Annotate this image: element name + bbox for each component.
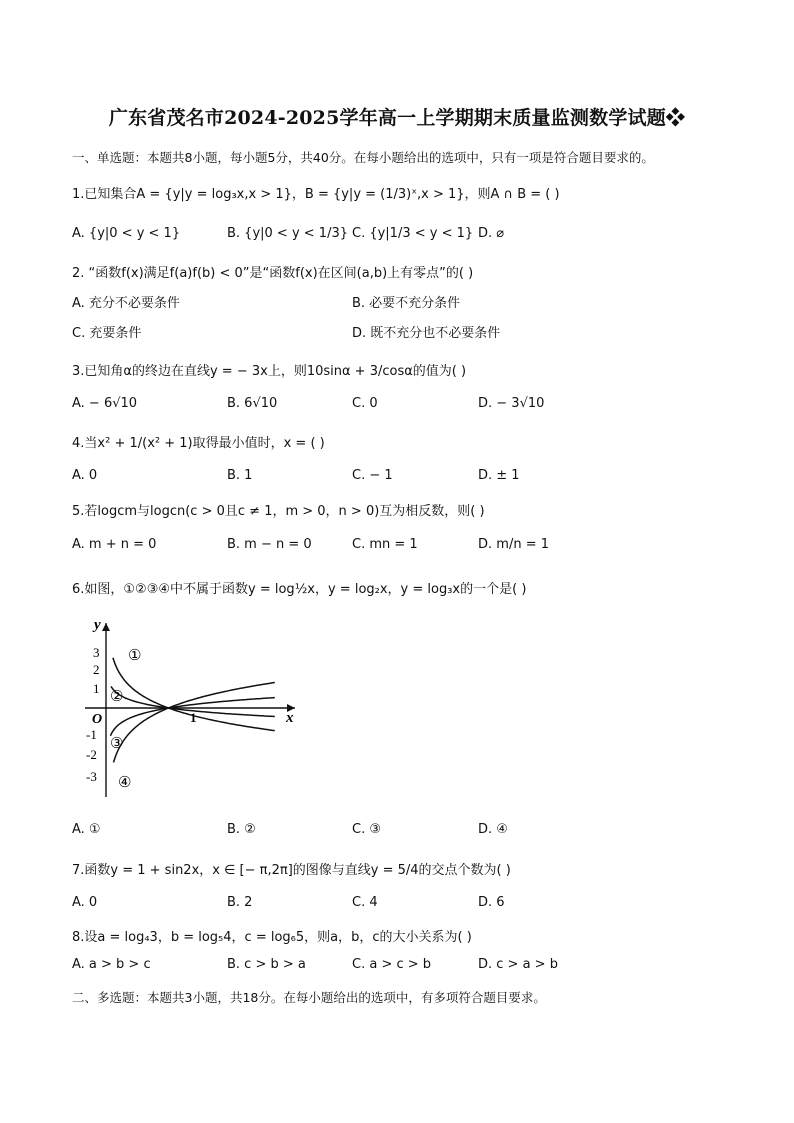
question-2-stem: 2. “函数f(x)满足f(a)f(b) < 0”是“函数f(x)在区间(a,b)上有零点”的( ): [72, 266, 474, 281]
y-axis-arrow: [102, 623, 110, 631]
y-tick-neg2: -2: [86, 747, 97, 762]
curve-label-4: ④: [118, 773, 132, 791]
q4-option-d: D. ± 1: [478, 468, 520, 483]
question-8-stem: 8.设a = log₄3，b = log₅4，c = log₆5，则a，b，c的大小关系为( ): [72, 930, 472, 945]
q4-option-c: C. − 1: [352, 468, 393, 483]
q5-option-b: B. m − n = 0: [227, 537, 312, 552]
q2-option-d: D. 既不充分也不必要条件: [352, 326, 501, 341]
q1-option-a: A. {y|0 < y < 1}: [72, 226, 181, 241]
curve-label-3: ③: [110, 734, 124, 752]
q8-option-b: B. c > b > a: [227, 957, 306, 972]
y-tick-3: 3: [93, 645, 100, 660]
q3-option-c: C. 0: [352, 396, 378, 411]
q4-option-a: A. 0: [72, 468, 98, 483]
q5-option-c: C. mn = 1: [352, 537, 418, 552]
q8-option-c: C. a > c > b: [352, 957, 432, 972]
question-1-stem: 1.已知集合A = {y|y = log₃x,x > 1}，B = {y|y = (1/3)ˣ,x > 1}，则A ∩ B = ( ): [72, 187, 560, 202]
question-7-stem: 7.函数y = 1 + sin2x，x ∈ [− π,2π]的图像与直线y = 5/4的交点个数为( ): [72, 863, 511, 878]
x-axis-label: x: [286, 710, 294, 726]
question-6-stem: 6.如图，①②③④中不属于函数y = log½x，y = log₂x，y = log₃x的一个是( ): [72, 582, 527, 597]
q5-option-d: D. m/n = 1: [478, 537, 549, 552]
y-tick-neg1: -1: [86, 727, 97, 742]
q2-option-a: A. 充分不必要条件: [72, 296, 180, 311]
page-title: 广东省茂名市2024-2025学年高一上学期期末质量监测数学试题❖: [108, 107, 686, 129]
q1-option-c: C. {y|1/3 < y < 1}: [352, 226, 474, 241]
q5-option-a: A. m + n = 0: [72, 537, 157, 552]
q2-option-c: C. 充要条件: [72, 326, 142, 341]
q8-option-d: D. c > a > b: [478, 957, 558, 972]
section-2-heading: 二、多选题：本题共3小题，共18分。在每小题给出的选项中，有多项符合题目要求。: [72, 990, 546, 1005]
q6-option-a: A. ①: [72, 822, 101, 837]
q3-option-d: D. − 3√10: [478, 396, 545, 411]
q3-option-b: B. 6√10: [227, 396, 278, 411]
q7-option-d: D. 6: [478, 895, 505, 910]
q3-option-a: A. − 6√10: [72, 396, 138, 411]
q6-option-d: D. ④: [478, 822, 508, 837]
q6-option-c: C. ③: [352, 822, 381, 837]
origin-label: O: [92, 712, 103, 727]
q8-option-a: A. a > b > c: [72, 957, 151, 972]
y-axis-label: y: [94, 617, 101, 633]
q6-option-b: B. ②: [227, 822, 256, 837]
q7-option-c: C. 4: [352, 895, 378, 910]
log-graph-figure: [80, 615, 300, 803]
y-tick-2: 2: [93, 662, 100, 677]
y-tick-neg3: -3: [86, 769, 97, 784]
q4-option-b: B. 1: [227, 468, 253, 483]
question-5-stem: 5.若logcm与logcn(c > 0且c ≠ 1，m > 0，n > 0)互为相反数，则( ): [72, 504, 485, 519]
x-tick-1: 1: [190, 710, 197, 725]
q1-option-b: B. {y|0 < y < 1/3}: [227, 226, 348, 241]
y-tick-1: 1: [93, 681, 100, 696]
q7-option-a: A. 0: [72, 895, 98, 910]
question-3-stem: 3.已知角α的终边在直线y = − 3x上，则10sinα + 3/cosα的值为( ): [72, 364, 467, 379]
curve-label-1: ①: [128, 646, 142, 664]
q2-option-b: B. 必要不充分条件: [352, 296, 461, 311]
curve-label-2: ②: [110, 687, 124, 705]
q7-option-b: B. 2: [227, 895, 253, 910]
section-1-heading: 一、单选题：本题共8小题，每小题5分，共40分。在每小题给出的选项中，只有一项是符合题目要求的。: [72, 150, 654, 165]
q1-option-d: D. ⌀: [478, 226, 505, 241]
question-4-stem: 4.当x² + 1/(x² + 1)取得最小值时，x = ( ): [72, 436, 325, 451]
